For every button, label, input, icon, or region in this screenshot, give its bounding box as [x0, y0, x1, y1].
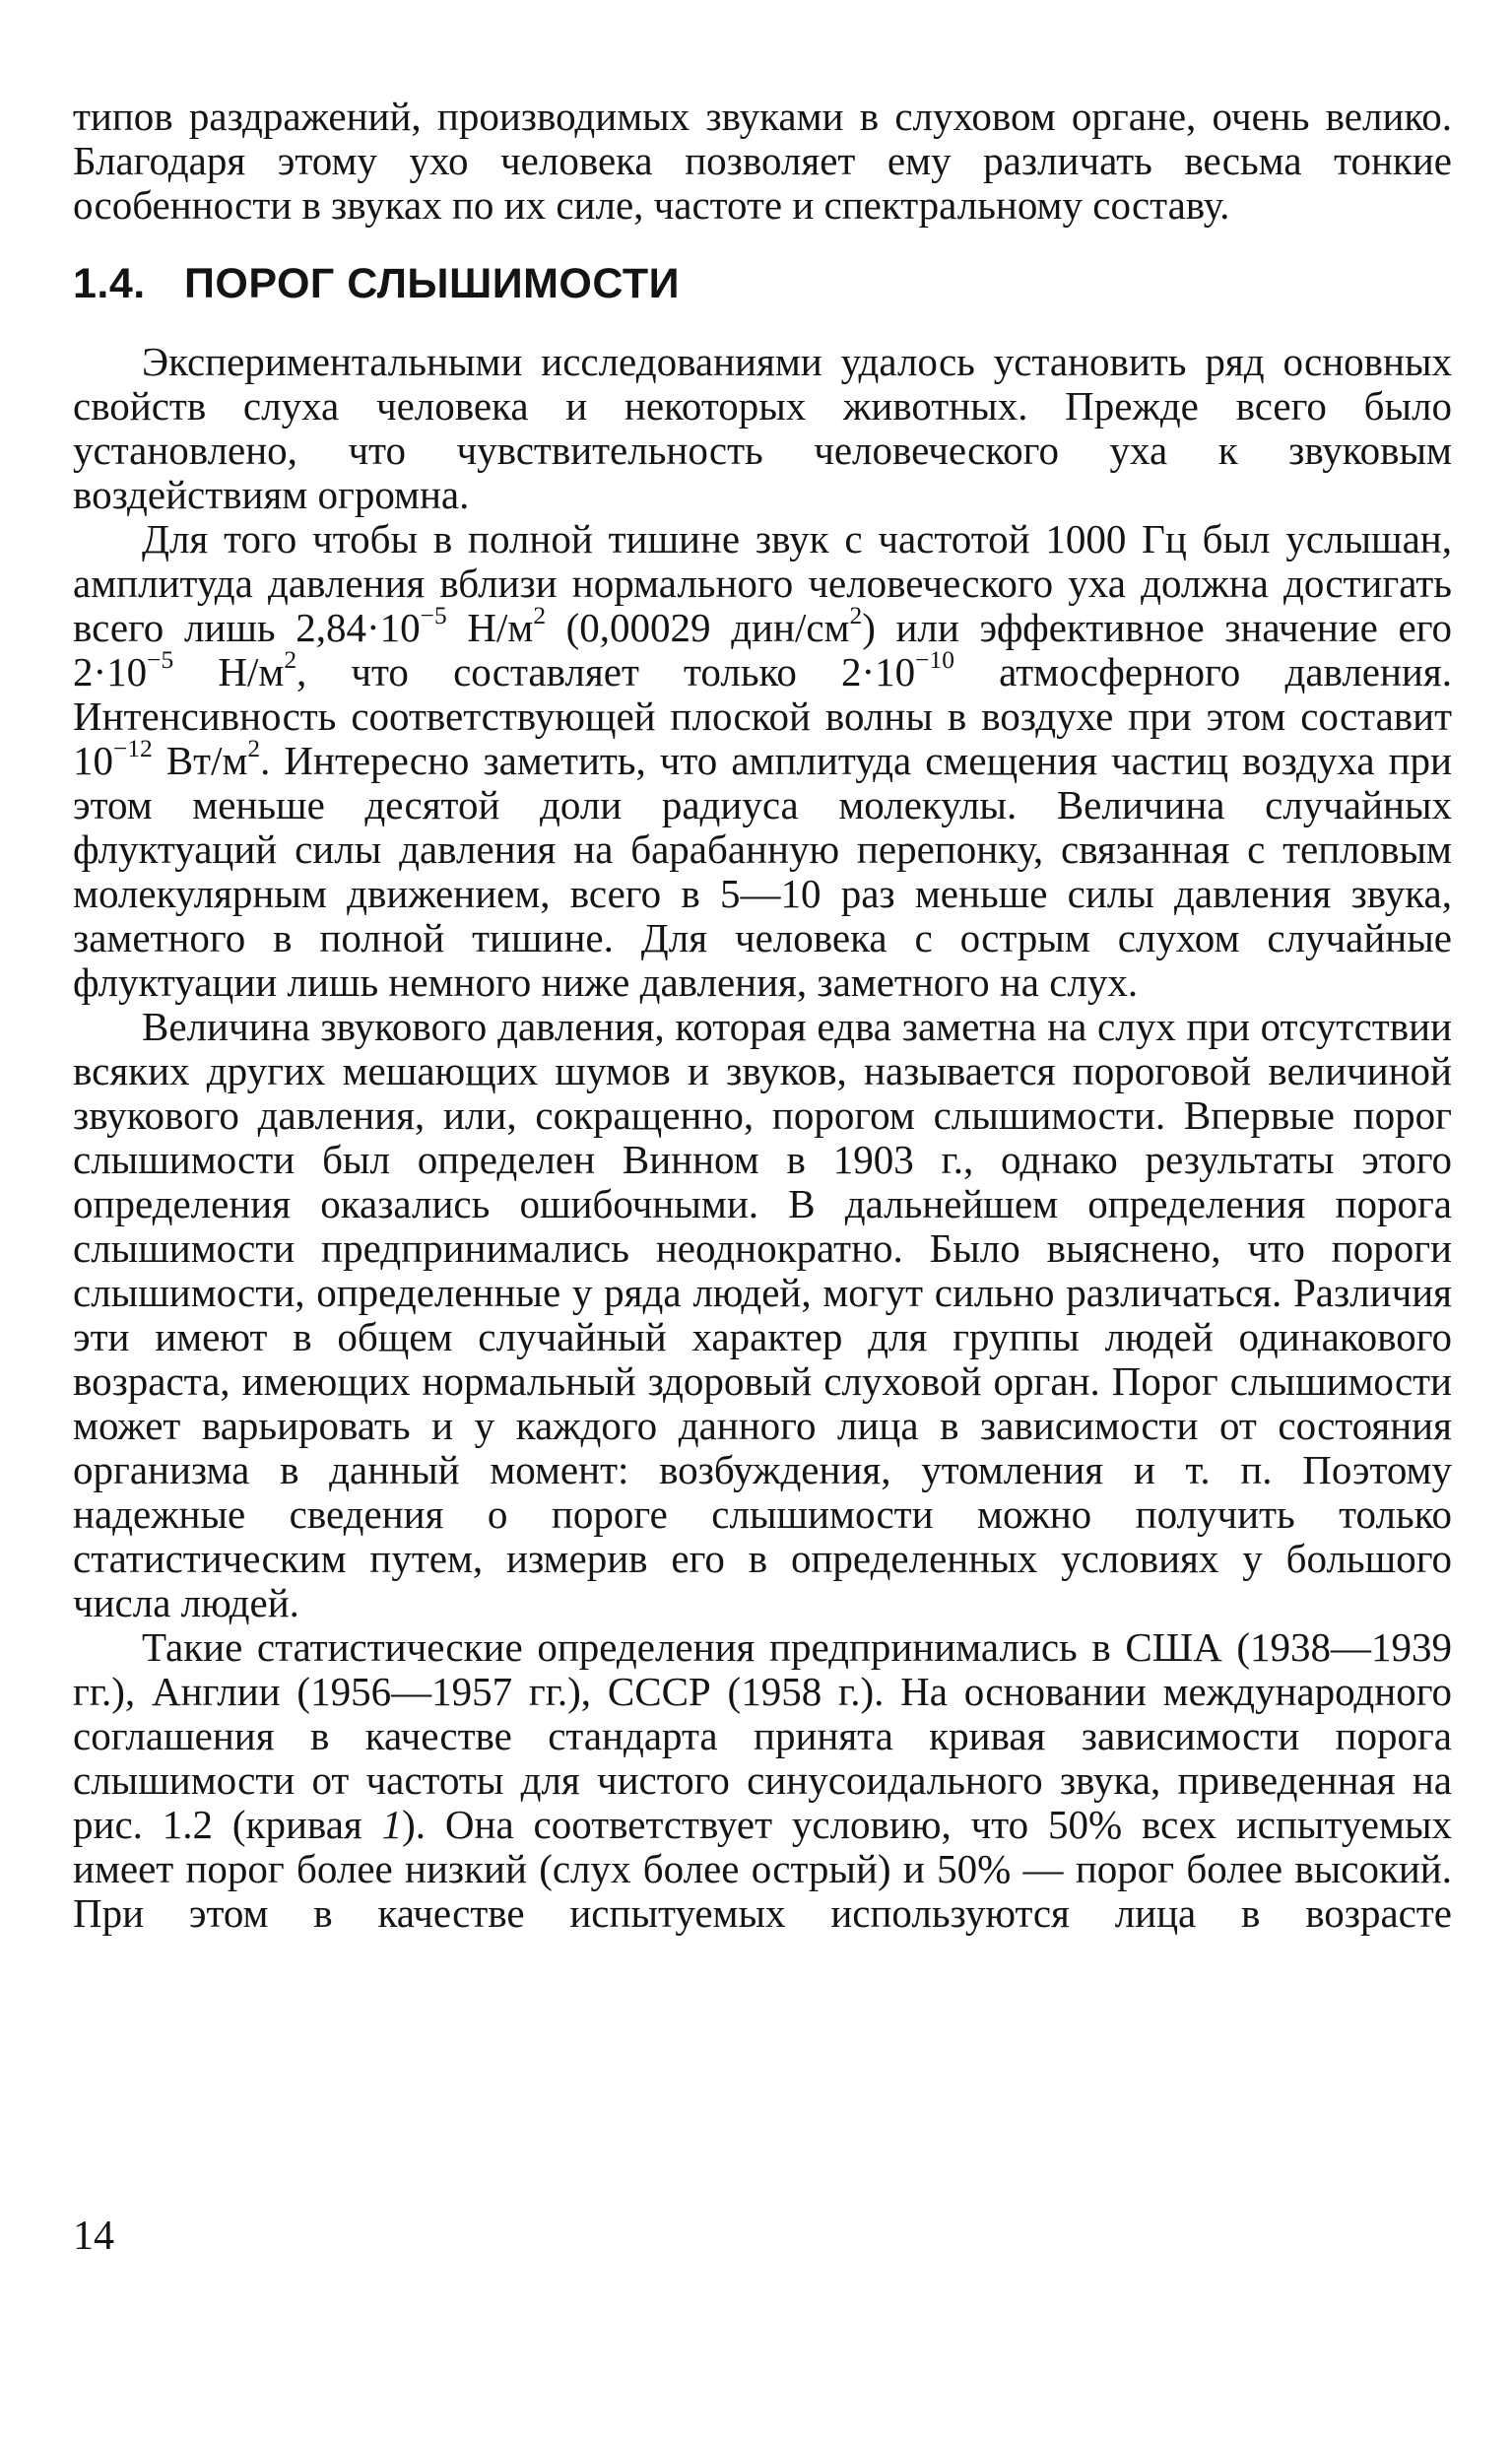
page-number: 14: [73, 2213, 114, 2259]
section-number: 1.4.: [73, 260, 146, 307]
paragraph-2: Для того чтобы в полной тишине звук с частотой 1000 Гц был услышан, амплитуда давления вблизи нормального человеческого уха должна достигать всего лишь $2,84\cdot 10^{-5}$ $Н/м^2$ (0,00029 дин/$см^2$) или эффективное значение его $2\cdot 10^{-5}$ $Н/м^2$, что составляет только $2\cdot 10^{-10}$ атмосферного давления. Интенсивность соответствующей плоской волны в воздухе при этом составит $10^{-12}$ $Вт/м^2$. Интересно заметить, что амплитуда смещения частиц воздуха при этом меньше десятой доли радиуса молекулы. Величина случайных флуктуаций силы давления на барабанную перепонку, связанная с тепловым молекулярным движением, всего в 5—10 раз меньше силы давления звука, заметного в полной тишине. Для человека с острым слухом случайные флуктуации лишь немного ниже давления, заметного на слух.: [73, 516, 1453, 1005]
section-heading: [73, 262, 1452, 306]
opening-paragraph: типов раздражений, производимых звуками в слуховом органе, очень велико. Благодаря этому ухо человека позволяет ему различать весьма тонкие особенности в звуках по их силе, частоте и спектральному составу.: [73, 94, 1452, 228]
page-body: [73, 95, 1452, 1936]
paragraph-3: Величина звукового давления, которая едва заметна на слух при отсутствии всяких других мешающих шумов и звуков, называется пороговой величиной звукового давления, или, сокращенно, порогом слышимости. Впервые порог слышимости был определен Винном в 1903 г., однако результаты этого определения оказались ошибочными. В дальнейшем определения порога слышимости предпринимались неоднократно. Было выяснено, что пороги слышимости, определенные у ряда людей, могут сильно различаться. Различия эти имеют в общем случайный характер для группы людей одинакового возраста, имеющих нормальный здоровый слуховой орган. Порог слышимости может варьировать и у каждого данного лица в зависимости от состояния организма в данный момент: возбуждения, утомления и т. п. Поэтому надежные сведения о пороге слышимости можно получить только статистическим путем, измерив его в определенных условиях у большого числа людей.: [73, 1004, 1452, 1625]
curve-number: 1: [381, 1802, 403, 1847]
paragraph-4: Такие статистические определения предпринимались в США (1938—1939 гг.), Англии (1956—1957 гг.), СССР (1958 г.). На основании международного соглашения в качестве стандарта принята кривая зависимости порога слышимости от частоты для чистого синусоидального звука, приведенная на рис. 1.2 (кривая 1). Она соответствует условию, что 50% всех испытуемых имеет порог более низкий (слух более острый) и 50% — порог более высокий. При этом в качестве испытуемых используются лица в возрасте: [73, 1624, 1452, 1936]
section-title: ПОРОГ СЛЫШИМОСТИ: [184, 260, 681, 307]
paragraph-1: Экспериментальными исследованиями удалось установить ряд основных свойств слуха человека и некоторых животных. Прежде всего было установлено, что чувствительность человеческого уха к звуковым воздействиям огромна.: [73, 339, 1452, 517]
